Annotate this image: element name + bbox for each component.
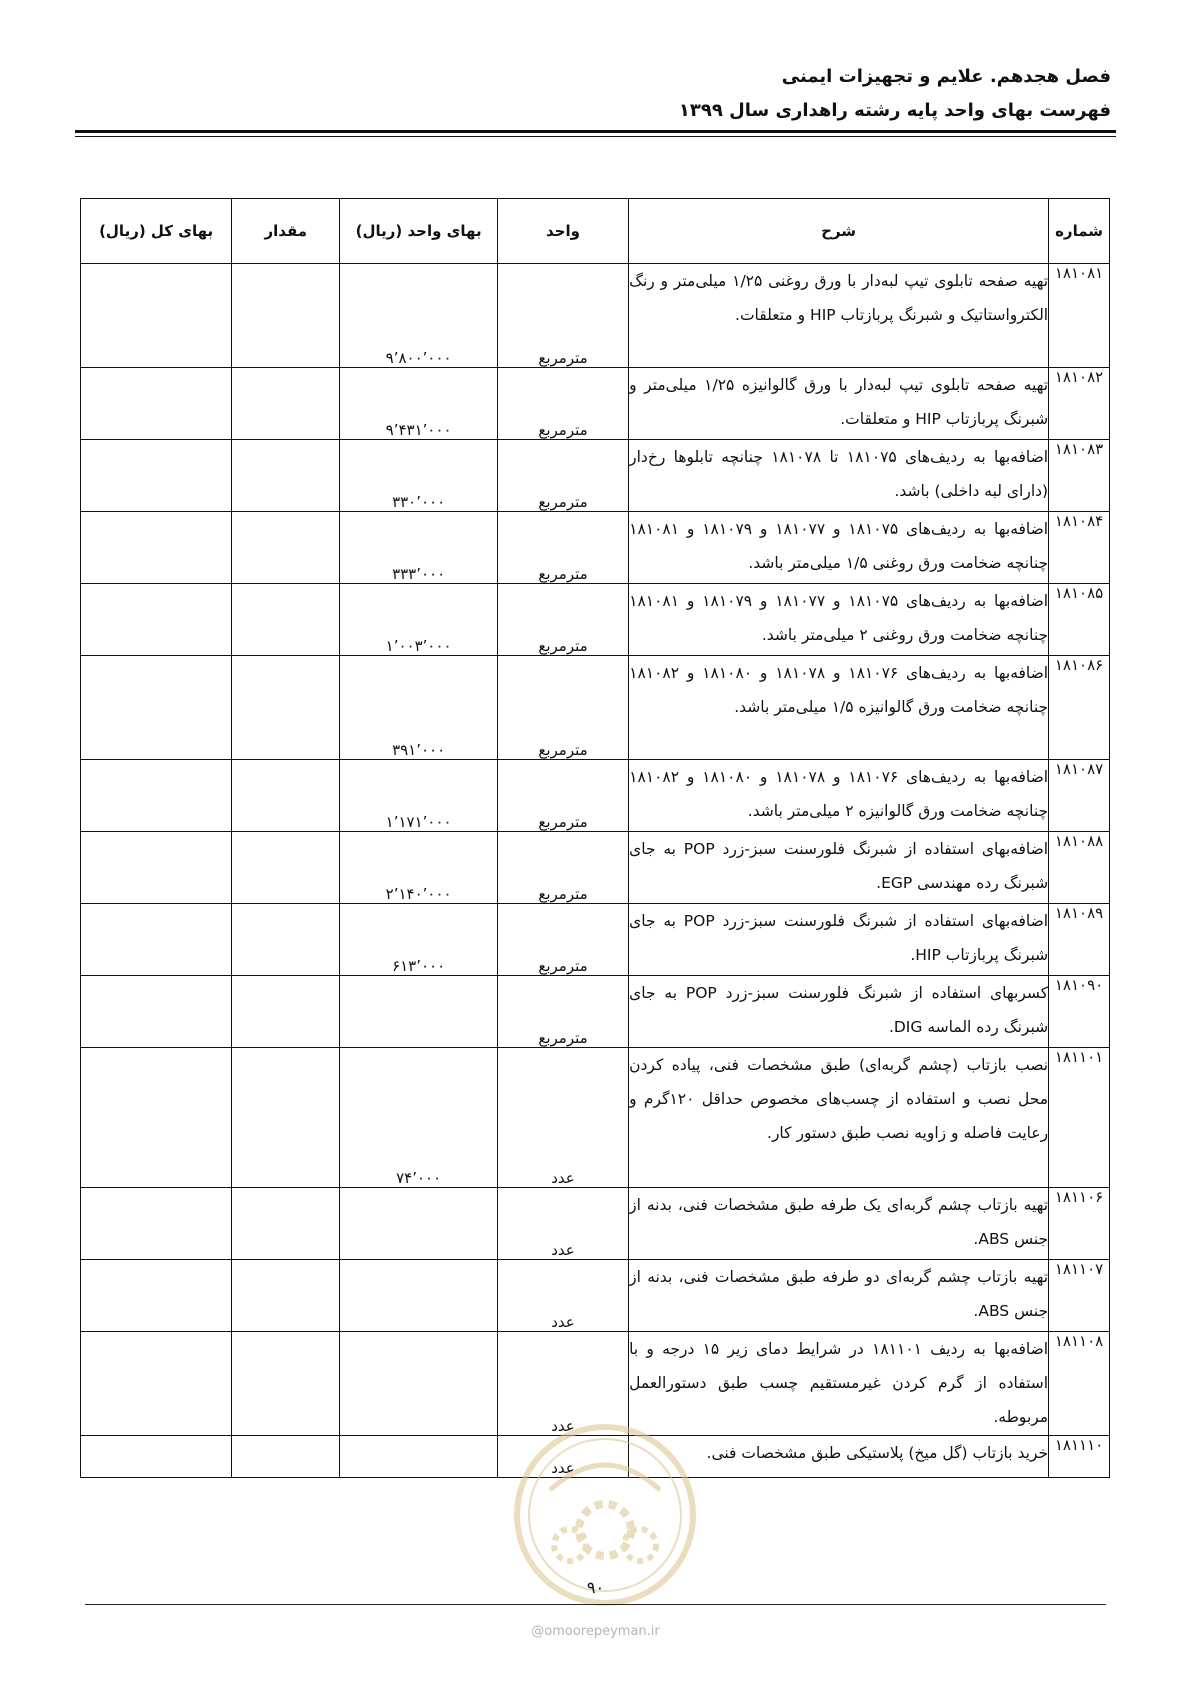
header-rule-thin [75, 136, 1116, 137]
item-unit-price [340, 976, 498, 1048]
item-unit-price [340, 1332, 498, 1436]
item-total-price[interactable] [81, 1436, 232, 1478]
header-quantity: مقدار [232, 199, 340, 264]
item-total-price[interactable] [81, 1260, 232, 1332]
item-unit: مترمربع [497, 832, 628, 904]
item-code: ۱۸۱۰۸۳ [1049, 440, 1110, 512]
table-header-row [81, 199, 1110, 264]
item-unit: مترمربع [497, 512, 628, 584]
item-code: ۱۸۱۰۸۶ [1049, 656, 1110, 760]
item-code: ۱۸۱۰۸۲ [1049, 368, 1110, 440]
item-quantity[interactable] [232, 1332, 340, 1436]
item-description: تهیه صفحه تابلوی تیپ لبه‌دار با ورق گالوانیزه ۱/۲۵ میلی‌متر و شبرنگ پربازتاب HIP و متعلقات. [629, 368, 1049, 440]
header-rule-thick [75, 130, 1116, 133]
page-number: ۹۰ [586, 1578, 605, 1597]
table-row [81, 1332, 1110, 1436]
table-row [81, 1188, 1110, 1260]
item-total-price[interactable] [81, 976, 232, 1048]
item-quantity[interactable] [232, 264, 340, 368]
item-quantity[interactable] [232, 1188, 340, 1260]
table-row [81, 1260, 1110, 1332]
item-total-price[interactable] [81, 760, 232, 832]
item-total-price[interactable] [81, 656, 232, 760]
item-code: ۱۸۱۰۸۱ [1049, 264, 1110, 368]
item-unit-price: ۱٬۱۷۱٬۰۰۰ [340, 760, 498, 832]
item-unit: مترمربع [497, 904, 628, 976]
item-unit-price: ۳۳۳٬۰۰۰ [340, 512, 498, 584]
item-total-price[interactable] [81, 368, 232, 440]
item-unit-price: ۹٬۴۳۱٬۰۰۰ [340, 368, 498, 440]
item-code: ۱۸۱۰۸۹ [1049, 904, 1110, 976]
website-watermark: @omoorepeyman.ir [531, 1624, 660, 1639]
item-total-price[interactable] [81, 1188, 232, 1260]
item-unit-price: ۱٬۰۰۳٬۰۰۰ [340, 584, 498, 656]
item-unit: مترمربع [497, 976, 628, 1048]
item-code: ۱۸۱۰۹۰ [1049, 976, 1110, 1048]
item-code: ۱۸۱۱۰۱ [1049, 1048, 1110, 1188]
item-quantity[interactable] [232, 584, 340, 656]
item-total-price[interactable] [81, 1332, 232, 1436]
item-description: اضافه‌بها به ردیف‌های ۱۸۱۰۷۶ و ۱۸۱۰۷۸ و ۱۸۱۰۸۰ و ۱۸۱۰۸۲ چنانچه ضخامت ورق گالوانیزه ۱/۵ میلی‌متر باشد. [629, 656, 1049, 760]
item-unit: مترمربع [497, 264, 628, 368]
item-quantity[interactable] [232, 832, 340, 904]
item-quantity[interactable] [232, 904, 340, 976]
header-description: شرح [629, 199, 1049, 264]
item-quantity[interactable] [232, 1436, 340, 1478]
item-quantity[interactable] [232, 368, 340, 440]
item-total-price[interactable] [81, 584, 232, 656]
item-description: تهیه بازتاب چشم گربه‌ای یک طرفه طبق مشخصات فنی، بدنه از جنس ABS. [629, 1188, 1049, 1260]
item-quantity[interactable] [232, 1048, 340, 1188]
item-total-price[interactable] [81, 440, 232, 512]
item-total-price[interactable] [81, 264, 232, 368]
item-unit: مترمربع [497, 760, 628, 832]
item-unit-price: ۳۹۱٬۰۰۰ [340, 656, 498, 760]
table-row [81, 760, 1110, 832]
item-code: ۱۸۱۰۸۷ [1049, 760, 1110, 832]
table-row [81, 584, 1110, 656]
header-total-price: بهای کل (ریال) [81, 199, 232, 264]
item-total-price[interactable] [81, 832, 232, 904]
footer-rule [85, 1604, 1106, 1605]
table-row [81, 656, 1110, 760]
item-description: تهیه صفحه تابلوی تیپ لبه‌دار با ورق روغنی ۱/۲۵ میلی‌متر و رنگ الکترواستاتیک و شبرنگ پربازتاب HIP و متعلقات. [629, 264, 1049, 368]
item-unit-price: ۶۱۳٬۰۰۰ [340, 904, 498, 976]
item-description: اضافه‌بها به ردیف ۱۸۱۱۰۱ در شرایط دمای زیر ۱۵ درجه و با استفاده از گرم کردن غیرمستقیم چسب طبق دستورالعمل مربوطه. [629, 1332, 1049, 1436]
item-quantity[interactable] [232, 512, 340, 584]
item-unit: مترمربع [497, 368, 628, 440]
item-unit: عدد [497, 1260, 628, 1332]
item-description: خرید بازتاب (گل میخ) پلاستیکی طبق مشخصات فنی. [629, 1436, 1049, 1478]
table-row [81, 832, 1110, 904]
item-code: ۱۸۱۰۸۴ [1049, 512, 1110, 584]
item-quantity[interactable] [232, 440, 340, 512]
table-row [81, 904, 1110, 976]
item-code: ۱۸۱۰۸۸ [1049, 832, 1110, 904]
chapter-title: فصل هجدهم. علایم و تجهیزات ایمنی [781, 66, 1111, 87]
item-description: اضافه‌بهای استفاده از شبرنگ فلورسنت سبز-زرد POP به جای شبرنگ پربازتاب HIP. [629, 904, 1049, 976]
item-unit: عدد [497, 1048, 628, 1188]
table-row [81, 440, 1110, 512]
item-unit-price: ۹٬۸۰۰٬۰۰۰ [340, 264, 498, 368]
item-code: ۱۸۱۱۰۶ [1049, 1188, 1110, 1260]
item-description: تهیه بازتاب چشم گربه‌ای دو طرفه طبق مشخصات فنی، بدنه از جنس ABS. [629, 1260, 1049, 1332]
item-total-price[interactable] [81, 512, 232, 584]
item-description: اضافه‌بها به ردیف‌های ۱۸۱۰۷۵ تا ۱۸۱۰۷۸ چنانچه تابلوها رخ‌دار (دارای لبه داخلی) باشد. [629, 440, 1049, 512]
item-description: اضافه‌بها به ردیف‌های ۱۸۱۰۷۶ و ۱۸۱۰۷۸ و ۱۸۱۰۸۰ و ۱۸۱۰۸۲ چنانچه ضخامت ورق گالوانیزه ۲ میلی‌متر باشد. [629, 760, 1049, 832]
item-unit-price [340, 1436, 498, 1478]
item-unit-price [340, 1260, 498, 1332]
table-row [81, 368, 1110, 440]
table-row [81, 264, 1110, 368]
item-quantity[interactable] [232, 1260, 340, 1332]
price-table [80, 198, 1110, 1478]
item-unit: مترمربع [497, 440, 628, 512]
item-code: ۱۸۱۱۰۷ [1049, 1260, 1110, 1332]
item-quantity[interactable] [232, 976, 340, 1048]
item-unit: مترمربع [497, 656, 628, 760]
item-quantity[interactable] [232, 760, 340, 832]
table-row [81, 1436, 1110, 1478]
item-code: ۱۸۱۰۸۵ [1049, 584, 1110, 656]
item-total-price[interactable] [81, 1048, 232, 1188]
table-row [81, 1048, 1110, 1188]
header-code: شماره [1049, 199, 1110, 264]
header-unit: واحد [497, 199, 628, 264]
item-description: اضافه‌بهای استفاده از شبرنگ فلورسنت سبز-زرد POP به جای شبرنگ رده مهندسی EGP. [629, 832, 1049, 904]
item-unit-price: ۳۳۰٬۰۰۰ [340, 440, 498, 512]
item-unit: عدد [497, 1436, 628, 1478]
item-code: ۱۸۱۱۱۰ [1049, 1436, 1110, 1478]
item-description: اضافه‌بها به ردیف‌های ۱۸۱۰۷۵ و ۱۸۱۰۷۷ و ۱۸۱۰۷۹ و ۱۸۱۰۸۱ چنانچه ضخامت ورق روغنی ۲ میلی‌متر باشد. [629, 584, 1049, 656]
book-title: فهرست بهای واحد پایه رشته راهداری سال ۱۳۹۹ [678, 100, 1111, 121]
table-row [81, 512, 1110, 584]
item-unit: عدد [497, 1188, 628, 1260]
item-unit-price: ۲٬۱۴۰٬۰۰۰ [340, 832, 498, 904]
item-unit: مترمربع [497, 584, 628, 656]
item-total-price[interactable] [81, 904, 232, 976]
item-unit-price [340, 1188, 498, 1260]
item-code: ۱۸۱۱۰۸ [1049, 1332, 1110, 1436]
item-unit: عدد [497, 1332, 628, 1436]
item-description: کسربهای استفاده از شبرنگ فلورسنت سبز-زرد POP به جای شبرنگ رده الماسه DIG. [629, 976, 1049, 1048]
item-unit-price: ۷۴٬۰۰۰ [340, 1048, 498, 1188]
item-description: اضافه‌بها به ردیف‌های ۱۸۱۰۷۵ و ۱۸۱۰۷۷ و ۱۸۱۰۷۹ و ۱۸۱۰۸۱ چنانچه ضخامت ورق روغنی ۱/۵ میلی‌متر باشد. [629, 512, 1049, 584]
header-unit-price: بهای واحد (ریال) [340, 199, 498, 264]
item-description: نصب بازتاب (چشم گربه‌ای) طبق مشخصات فنی، پیاده کردن محل نصب و استفاده از چسب‌های مخصوص حداقل ۱۲۰گرم و رعایت فاصله و زاویه نصب طبق دستور کار. [629, 1048, 1049, 1188]
item-quantity[interactable] [232, 656, 340, 760]
table-row [81, 976, 1110, 1048]
